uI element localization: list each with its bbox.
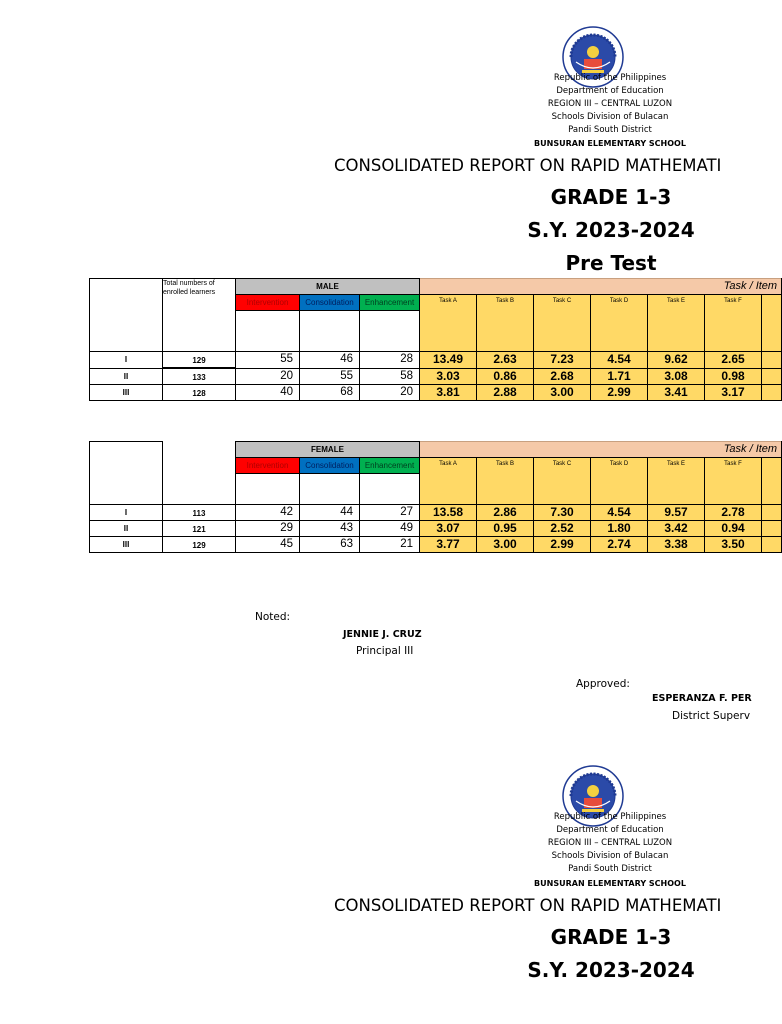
score-cell: 2.68	[534, 368, 591, 385]
header-line: REGION III – CENTRAL LUZON	[547, 99, 673, 109]
header-line: Schools Division of Bulacan	[551, 112, 669, 122]
score-cell-overflow	[762, 537, 782, 553]
noted-label: Noted:	[255, 611, 291, 623]
male-table	[89, 278, 782, 401]
intervention-header: Intervention	[236, 458, 300, 474]
header-line: Department of Education	[556, 86, 664, 96]
grade-header	[90, 442, 163, 505]
intervention-header: Intervention	[236, 295, 300, 311]
grade-cell: II	[90, 368, 163, 385]
task-header: Task F	[705, 458, 762, 505]
score-cell: 2.52	[534, 521, 591, 537]
blank-cell	[236, 311, 300, 352]
score-cell: 9.62	[648, 352, 705, 369]
score-cell: 3.41	[648, 385, 705, 401]
score-cell: 3.50	[705, 537, 762, 553]
enrolled-cell: 128	[163, 385, 236, 401]
report-title: CONSOLIDATED REPORT ON RAPID MATHEMATI	[334, 896, 722, 915]
enhancement-cell: 21	[360, 537, 420, 553]
school-name: BUNSURAN ELEMENTARY SCHOOL	[534, 139, 686, 148]
score-cell: 1.80	[591, 521, 648, 537]
score-cell: 3.77	[420, 537, 477, 553]
header-line: Schools Division of Bulacan	[551, 851, 669, 861]
score-cell: 0.95	[477, 521, 534, 537]
task-header-overflow	[762, 458, 782, 505]
score-cell: 3.07	[420, 521, 477, 537]
table-row	[90, 368, 782, 385]
header-line: Pandi South District	[568, 125, 652, 135]
grade-label: GRADE 1-3	[550, 925, 672, 949]
grade-cell: I	[90, 505, 163, 521]
task-header: Task E	[648, 458, 705, 505]
score-cell: 2.86	[477, 505, 534, 521]
consolidation-cell: 44	[300, 505, 360, 521]
table-row	[90, 352, 782, 369]
score-cell: 4.54	[591, 505, 648, 521]
grade-label: GRADE 1-3	[550, 185, 672, 209]
approved-label: Approved:	[576, 678, 630, 690]
enhancement-cell: 49	[360, 521, 420, 537]
blank-cell	[300, 311, 360, 352]
header-line: Republic of the Philippines	[553, 812, 667, 822]
task-header: Task C	[534, 295, 591, 352]
noted-title: Principal III	[356, 645, 414, 657]
male-group-header: MALE	[236, 279, 420, 295]
header-line: Pandi South District	[568, 864, 652, 874]
score-cell: 13.58	[420, 505, 477, 521]
score-cell: 0.86	[477, 368, 534, 385]
consolidation-cell: 43	[300, 521, 360, 537]
consolidation-header: Consolidation	[300, 458, 360, 474]
enhancement-cell: 27	[360, 505, 420, 521]
enrolled-cell: 121	[163, 521, 236, 537]
blank-cell	[360, 311, 420, 352]
enhancement-cell: 58	[360, 368, 420, 385]
score-cell-overflow	[762, 521, 782, 537]
table-row	[90, 505, 782, 521]
task-header: Task E	[648, 295, 705, 352]
grade-cell: II	[90, 521, 163, 537]
consolidation-cell: 46	[300, 352, 360, 369]
score-cell-overflow	[762, 385, 782, 401]
enrolled-header: Total numbers of enrolled learners	[163, 279, 236, 352]
table-row	[90, 385, 782, 401]
score-cell: 4.54	[591, 352, 648, 369]
score-cell: 2.63	[477, 352, 534, 369]
score-cell: 2.99	[534, 537, 591, 553]
task-header: Task D	[591, 295, 648, 352]
score-cell: 7.30	[534, 505, 591, 521]
enrolled-cell: 129	[163, 352, 236, 369]
task-group-header: Task / Item	[420, 279, 782, 295]
approved-title: District Superv	[672, 710, 751, 722]
score-cell-overflow	[762, 505, 782, 521]
task-header: Task C	[534, 458, 591, 505]
enhancement-header: Enhancement	[360, 458, 420, 474]
score-cell: 2.74	[591, 537, 648, 553]
test-label: Pre Test	[565, 251, 657, 275]
task-header: Task B	[477, 458, 534, 505]
female-group-header: FEMALE	[236, 442, 420, 458]
enhancement-header: Enhancement	[360, 295, 420, 311]
blank-cell	[360, 474, 420, 505]
header-line: Department of Education	[556, 825, 664, 835]
noted-name: JENNIE J. CRUZ	[343, 629, 422, 640]
blank-cell	[300, 474, 360, 505]
score-cell: 7.23	[534, 352, 591, 369]
score-cell: 2.99	[591, 385, 648, 401]
grade-cell: III	[90, 537, 163, 553]
female-table	[89, 441, 782, 553]
enhancement-cell: 20	[360, 385, 420, 401]
blank-cell	[236, 474, 300, 505]
score-cell: 2.65	[705, 352, 762, 369]
score-cell: 9.57	[648, 505, 705, 521]
intervention-cell: 45	[236, 537, 300, 553]
score-cell: 2.88	[477, 385, 534, 401]
grade-cell: I	[90, 352, 163, 369]
score-cell: 3.17	[705, 385, 762, 401]
consolidation-header: Consolidation	[300, 295, 360, 311]
intervention-cell: 20	[236, 368, 300, 385]
task-header: Task A	[420, 295, 477, 352]
enrolled-cell: 113	[163, 505, 236, 521]
grade-header	[90, 279, 163, 352]
consolidation-cell: 55	[300, 368, 360, 385]
enrolled-cell: 133	[163, 368, 236, 385]
enrolled-cell: 129	[163, 537, 236, 553]
task-header: Task F	[705, 295, 762, 352]
school-year: S.Y. 2023-2024	[527, 958, 695, 982]
consolidation-cell: 63	[300, 537, 360, 553]
score-cell: 13.49	[420, 352, 477, 369]
score-cell: 2.78	[705, 505, 762, 521]
enrolled-header	[163, 442, 236, 505]
report-title: CONSOLIDATED REPORT ON RAPID MATHEMATI	[334, 156, 722, 175]
school-name: BUNSURAN ELEMENTARY SCHOOL	[534, 879, 686, 888]
consolidation-cell: 68	[300, 385, 360, 401]
table-row	[90, 521, 782, 537]
score-cell: 0.98	[705, 368, 762, 385]
intervention-cell: 55	[236, 352, 300, 369]
score-cell: 3.38	[648, 537, 705, 553]
score-cell: 3.00	[534, 385, 591, 401]
score-cell-overflow	[762, 352, 782, 369]
task-header: Task A	[420, 458, 477, 505]
header-line: REGION III – CENTRAL LUZON	[547, 838, 673, 848]
header-line: Republic of the Philippines	[553, 73, 667, 83]
intervention-cell: 42	[236, 505, 300, 521]
task-header: Task D	[591, 458, 648, 505]
school-year: S.Y. 2023-2024	[527, 218, 695, 242]
score-cell: 3.42	[648, 521, 705, 537]
task-group-header: Task / Item	[420, 442, 782, 458]
task-header: Task B	[477, 295, 534, 352]
score-cell: 3.03	[420, 368, 477, 385]
score-cell: 3.08	[648, 368, 705, 385]
score-cell: 3.81	[420, 385, 477, 401]
intervention-cell: 40	[236, 385, 300, 401]
task-header-overflow	[762, 295, 782, 352]
intervention-cell: 29	[236, 521, 300, 537]
enhancement-cell: 28	[360, 352, 420, 369]
approved-name: ESPERANZA F. PER	[652, 693, 752, 704]
table-row	[90, 537, 782, 553]
score-cell: 0.94	[705, 521, 762, 537]
score-cell: 1.71	[591, 368, 648, 385]
grade-cell: III	[90, 385, 163, 401]
score-cell-overflow	[762, 368, 782, 385]
score-cell: 3.00	[477, 537, 534, 553]
